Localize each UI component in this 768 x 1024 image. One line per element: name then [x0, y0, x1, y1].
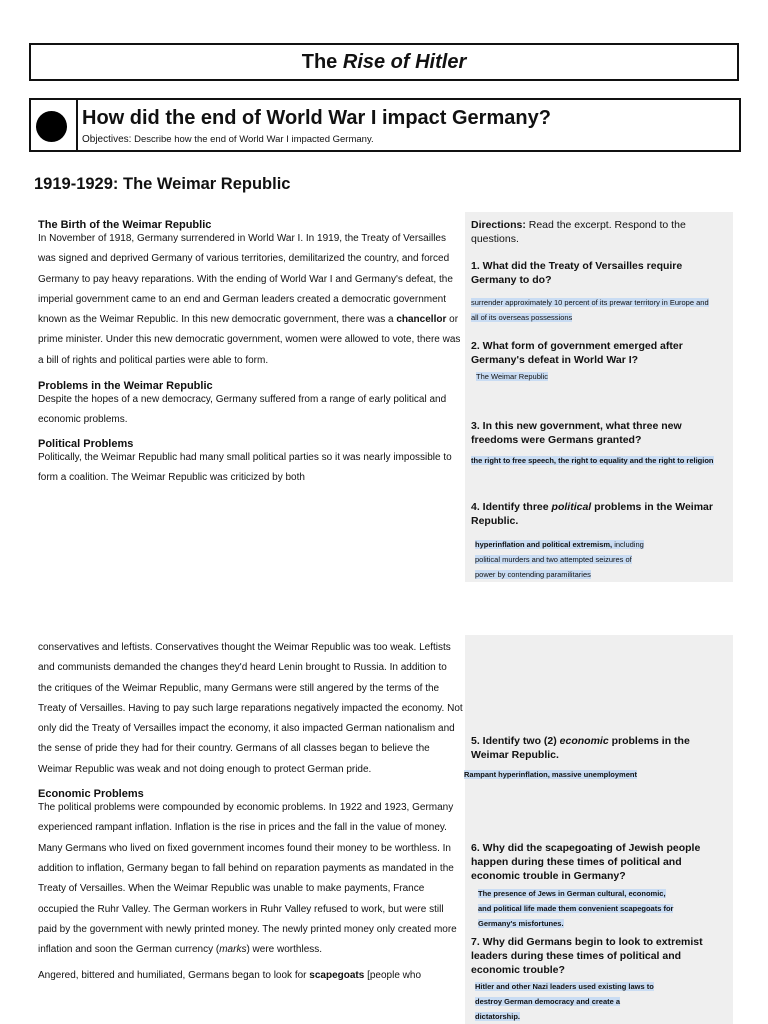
answer-7[interactable]	[475, 979, 654, 1024]
answer-4-line-3: power by contending paramilitaries	[475, 570, 591, 579]
answer-7-line-3: dictatorship.	[475, 1012, 521, 1021]
answer-6-line-1: The presence of Jews in German cultural, economic,	[478, 889, 666, 898]
last-paragraph	[38, 966, 463, 986]
answer-1-line-1: surrender approximately 10 percent of its prewar territory in Europe and	[471, 298, 709, 307]
question-3: 3. In this new government, what three new freedoms were Germans granted?	[471, 420, 682, 446]
essential-question-box	[29, 98, 741, 152]
question-5-italic: economic	[559, 735, 609, 747]
answer-5-text: Rampant hyperinflation, massive unemployment	[464, 770, 637, 779]
answer-1[interactable]	[471, 295, 709, 325]
answer-7-line-2: destroy German democracy and create a	[475, 997, 621, 1006]
title-italic: Rise of Hitler	[342, 50, 467, 73]
scapegoats-term: scapegoats	[309, 970, 365, 982]
question-2: 2. What form of government emerged after Germany's defeat in World War I?	[471, 340, 683, 366]
bullet-cell	[31, 100, 78, 150]
birth-text-1: In November of 1918, Germany surrendered in World War I. In 1919, the Treaty of Versailles was signed and deprived Germany of various territories, demilitarized the country, and forced Germany to pay heavy reparations. With the ending of World War I and Germany's defeat, the imperial government came to an end and German leaders created a democratic government known as the Weimar Republic. In this new democratic government, there was a	[38, 233, 453, 326]
question-6: 6. Why did the scapegoating of Jewish people happen during these times of political and economic trouble in Germany?	[471, 842, 701, 882]
answer-7-line-1: Hitler and other Nazi leaders used existing laws to	[475, 982, 654, 991]
answer-6[interactable]	[478, 886, 673, 931]
answer-6-line-3: Germany's misfortunes.	[478, 919, 564, 928]
political-text-1: Politically, the Weimar Republic had many small political parties so it was nearly impossible to form a coalition. The Weimar Republic was criticized by both	[38, 451, 452, 483]
answer-4-line-2: political murders and two attempted seizures of	[475, 555, 632, 564]
answer-6-line-2: and political life made them convenient scapegoats for	[478, 904, 674, 913]
birth-text-2: or prime minister. Under this new democratic government, women were allowed to vote, there was a bill of rights and political parties were able to form.	[38, 314, 461, 366]
question-4	[471, 500, 726, 528]
marks-term: marks	[219, 944, 247, 956]
reading-column-1	[38, 218, 463, 488]
page-title	[29, 43, 739, 81]
answer-2-text: The Weimar Republic	[476, 372, 548, 381]
reading-column-2	[38, 638, 463, 987]
question-4-italic: political	[551, 501, 592, 513]
answer-4-line-1	[475, 540, 644, 549]
answer-1-line-2: all of its overseas possessions	[471, 313, 573, 322]
question-4-text-2: problems in the Weimar Republic.	[471, 501, 713, 527]
objectives-text: Describe how the end of World War I impacted Germany.	[131, 134, 374, 145]
birth-heading: The Birth of the Weimar Republic	[38, 219, 212, 231]
question-7: 7. Why did Germans begin to look to extremist leaders during these times of political and economic trouble?	[471, 936, 703, 976]
answer-4-rest: including	[612, 540, 644, 549]
last-text-1: Angered, bittered and humiliated, Germans began to look for	[38, 970, 310, 982]
objectives-label: Objectives:	[82, 134, 132, 145]
answer-4[interactable]	[475, 537, 644, 582]
question-5-text-1: 5. Identify two (2)	[471, 735, 560, 747]
question-1: 1. What did the Treaty of Versailles require Germany to do?	[471, 260, 683, 286]
political-heading: Political Problems	[38, 437, 134, 450]
problems-text: Despite the hopes of a new democracy, Germany suffered from a range of early political and economic problems.	[38, 394, 447, 426]
political-text-2: conservatives and leftists. Conservatives thought the Weimar Republic was too weak. Leftists and communists demanded the changes they'd heard Lenin brought to Russia. In addition to the critiques of the Weimar Republic, many Germans were still angered by the terms of the Treaty of Versailles. Having to pay such large reparations negatively impacted the economy. Not only did the Treaty of Versailles impact the economy, it also impacted German nationalism and the sense of pride they had for their country. Germans of all classes began to believe the Weimar Republic was weak and not doing enough to protect German pride.	[38, 642, 463, 775]
essential-question: How did the end of World War I impact Germany?	[82, 107, 551, 129]
question-5-text-2: problems in the Weimar Republic.	[471, 735, 690, 761]
chancellor-term: chancellor	[396, 314, 447, 326]
directions-text: Read the excerpt. Respond to the questions.	[471, 219, 686, 245]
section-heading: 1919-1929: The Weimar Republic	[34, 175, 291, 193]
answer-5[interactable]	[464, 767, 637, 782]
question-4-text-1: 4. Identify three	[471, 501, 552, 513]
economic-text	[38, 798, 463, 960]
economic-heading: Economic Problems	[38, 788, 144, 801]
directions	[471, 218, 726, 246]
answer-2[interactable]	[476, 369, 548, 384]
economic-text-2: ) were worthless.	[246, 944, 323, 956]
answer-3[interactable]	[471, 453, 714, 468]
problems-heading: Problems in the Weimar Republic	[38, 380, 213, 393]
question-5	[471, 734, 726, 762]
answer-3-text: the right to free speech, the right to equality and the right to religion	[471, 456, 714, 465]
economic-text-1: The political problems were compounded by economic problems. In 1922 and 1923, Germany experienced rampant inflation. Inflation is the rise in prices and the fall in the value of money. Many Germans who lived on fixed government incomes found their money to be worthless. In addition to inflation, Germany began to fall behind on reparation payments as mandated in the Treaty of Versailles. When the Weimar Republic was unable to make payments, France occupied the Ruhr Valley. The German workers in Ruhr Valley refused to work, but were still paid by the government with newly printed money. The newly printed money only created more inflation and soon the German currency (	[38, 802, 457, 956]
objectives	[82, 134, 374, 145]
title-prefix: The	[301, 50, 343, 73]
answer-4-bold: hyperinflation and political extremism,	[475, 540, 613, 549]
birth-text	[38, 229, 463, 371]
directions-label: Directions:	[471, 219, 526, 231]
circle-bullet-icon	[36, 111, 67, 142]
last-text-2: [people who	[364, 970, 422, 982]
